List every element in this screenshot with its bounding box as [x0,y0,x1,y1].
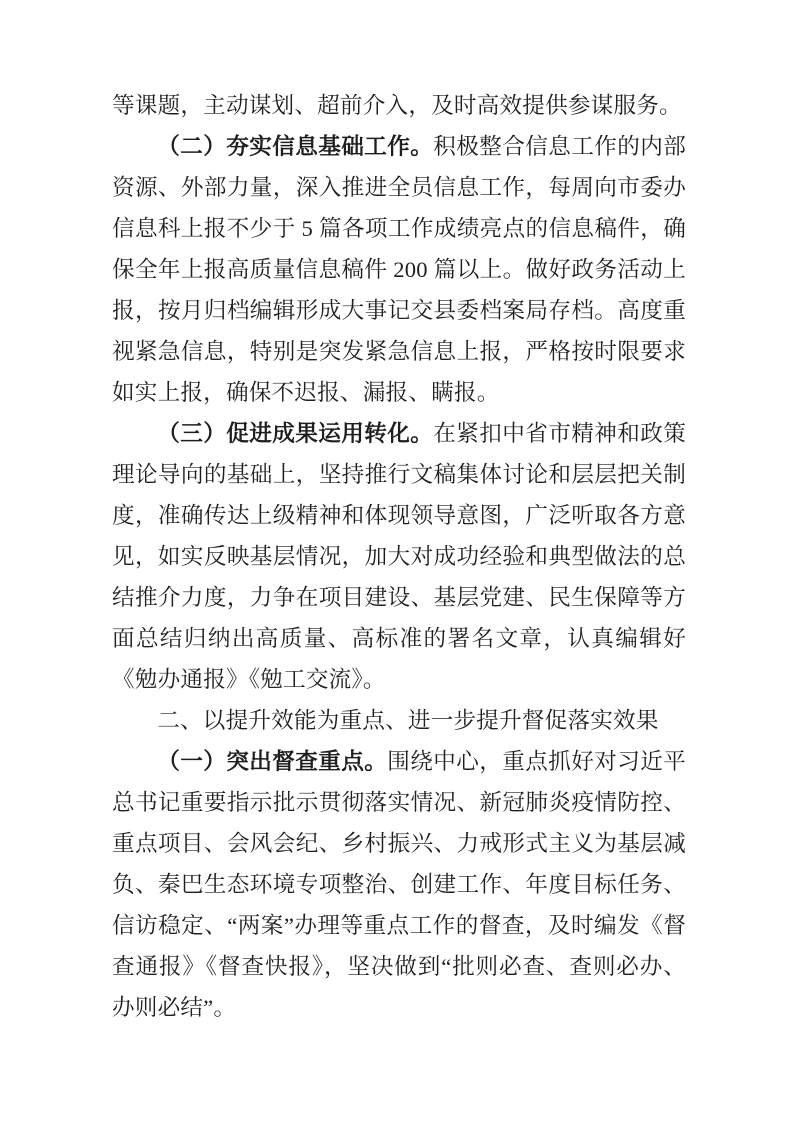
paragraph-item-1-section-2 [112,741,686,1028]
paragraph-bold-lead: （二）夯实信息基础工作。 [157,134,434,159]
paragraph-bold-lead: （三）促进成果运用转化。 [157,421,434,446]
paragraph-text: 围绕中心，重点抓好对习近平总书记重要指示批示贯彻落实情况、新冠肺炎疫情防控、重点项目、会风会纪、乡村振兴、力戒形式主义为基层减负、秦巴生态环境专项整治、创建工作、年度目标任务、信访稳定、“两案”办理等重点工作的督查，及时编发《督查通报》《督查快报》，坚决做到“批则必查、查则必办、办则必结”。 [112,749,687,1020]
paragraph-item-3 [112,413,686,700]
section-heading-text: 二、以提升效能为重点、进一步提升督促落实效果 [157,708,659,733]
document-content [112,85,686,1028]
paragraph-text: 积极整合信息工作的内部资源、外部力量，深入推进全员信息工作，每周向市委办信息科上报不少于 5 篇各项工作成绩亮点的信息稿件，确保全年上报高质量信息稿件 200 篇以上。做好政务活动上报，按月归档编辑形成大事记交县委档案局存档。高度重视紧急信息，特别是突发紧急信息上报，严格按时限要求如实上报，确保不迟报、漏报、瞒报。 [112,134,687,405]
paragraph-item-2 [112,126,686,413]
paragraph-continuation [112,85,686,126]
section-heading [112,700,686,741]
paragraph-bold-lead: （一）突出督查重点。 [157,749,388,774]
paragraph-text: 等课题，主动谋划、超前介入，及时高效提供参谋服务。 [112,93,682,118]
paragraph-text: 在紧扣中省市精神和政策理论导向的基础上，坚持推行文稿集体讨论和层层把关制度，准确传达上级精神和体现领导意图，广泛听取各方意见，如实反映基层情况，加大对成功经验和典型做法的总结推介力度，力争在项目建设、基层党建、民生保障等方面总结归纳出高质量、高标准的署名文章，认真编辑好《勉办通报》《勉工交流》。 [112,421,687,692]
